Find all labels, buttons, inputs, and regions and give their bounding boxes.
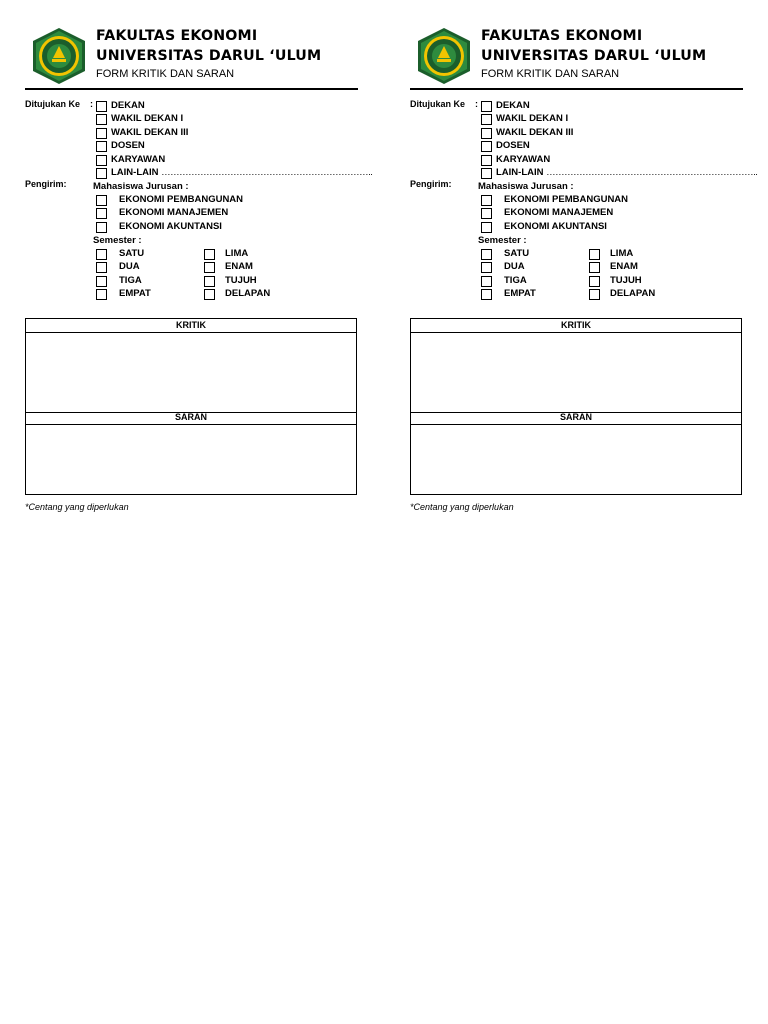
jurusan-label: Mahasiswa Jurusan : bbox=[478, 181, 574, 192]
semester-enam-checkbox[interactable] bbox=[204, 262, 215, 273]
jurusan-ekonomi-manajemen-label: EKONOMI MANAJEMEN bbox=[504, 207, 614, 219]
ditujukan-wakil-dekan-iii-label: WAKIL DEKAN III bbox=[496, 126, 574, 138]
semester-dua-label: DUA bbox=[504, 261, 525, 273]
semester-satu-label: SATU bbox=[119, 248, 145, 259]
kritik-header: KRITIK bbox=[26, 319, 356, 333]
jurusan-ekonomi-manajemen-checkbox[interactable] bbox=[96, 208, 107, 219]
semester-tujuh-label: TUJUH bbox=[610, 274, 642, 286]
pengirim-label: Pengirim: bbox=[410, 179, 452, 189]
semester-tujuh-checkbox[interactable] bbox=[204, 276, 215, 287]
semester-tiga-checkbox[interactable] bbox=[481, 276, 492, 287]
semester-enam-label: ENAM bbox=[610, 261, 638, 273]
jurusan-ekonomi-akuntansi-label: EKONOMI AKUNTANSI bbox=[119, 220, 222, 232]
jurusan-ekonomi-akuntansi-checkbox[interactable] bbox=[481, 222, 492, 233]
footnote: *Centang yang diperlukan bbox=[25, 502, 129, 512]
jurusan-ekonomi-akuntansi-checkbox[interactable] bbox=[96, 222, 107, 233]
form-logo bbox=[415, 27, 473, 85]
semester-lima-checkbox[interactable] bbox=[589, 249, 600, 260]
jurusan-ekonomi-pembangunan-label: EKONOMI PEMBANGUNAN bbox=[504, 194, 629, 205]
saran-box[interactable] bbox=[25, 411, 357, 495]
semester-satu-checkbox[interactable] bbox=[96, 249, 107, 260]
semester-delapan-label: DELAPAN bbox=[610, 288, 656, 300]
ditujukan-colon: : bbox=[90, 99, 93, 109]
semester-satu-label: SATU bbox=[504, 248, 530, 259]
semester-tiga-label: TIGA bbox=[119, 274, 142, 286]
ditujukan-label: Ditujukan Ke bbox=[410, 99, 466, 109]
kritik-header: KRITIK bbox=[411, 319, 741, 333]
faculty-title: FAKULTAS EKONOMI bbox=[481, 28, 643, 44]
ditujukan-wakil-dekan-i-label: WAKIL DEKAN I bbox=[496, 113, 569, 125]
jurusan-ekonomi-manajemen-label: EKONOMI MANAJEMEN bbox=[119, 207, 229, 219]
saran-header: SARAN bbox=[26, 411, 356, 425]
ditujukan-wakil-dekan-iii-label: WAKIL DEKAN III bbox=[111, 126, 189, 138]
jurusan-ekonomi-manajemen-checkbox[interactable] bbox=[481, 208, 492, 219]
semester-dua-label: DUA bbox=[119, 261, 140, 273]
ditujukan-dosen-label: DOSEN bbox=[496, 140, 530, 152]
semester-empat-checkbox[interactable] bbox=[96, 289, 107, 300]
pengirim-label: Pengirim: bbox=[25, 179, 67, 189]
semester-enam-checkbox[interactable] bbox=[589, 262, 600, 273]
semester-label: Semester : bbox=[93, 235, 142, 246]
semester-tiga-checkbox[interactable] bbox=[96, 276, 107, 287]
faculty-title: FAKULTAS EKONOMI bbox=[96, 28, 258, 44]
semester-delapan-checkbox[interactable] bbox=[204, 289, 215, 300]
saran-header: SARAN bbox=[411, 411, 741, 425]
ditujukan-wakil-dekan-i-checkbox[interactable] bbox=[96, 114, 107, 125]
ditujukan-wakil-dekan-iii-checkbox[interactable] bbox=[481, 128, 492, 139]
header-divider bbox=[410, 88, 743, 90]
form-right bbox=[408, 0, 758, 520]
form-logo bbox=[30, 27, 88, 85]
jurusan-ekonomi-pembangunan-checkbox[interactable] bbox=[96, 195, 107, 206]
ditujukan-wakil-dekan-i-label: WAKIL DEKAN I bbox=[111, 113, 184, 125]
jurusan-ekonomi-pembangunan-checkbox[interactable] bbox=[481, 195, 492, 206]
ditujukan-karyawan-label: KARYAWAN bbox=[111, 153, 166, 165]
saran-box[interactable] bbox=[410, 411, 742, 495]
jurusan-ekonomi-akuntansi-label: EKONOMI AKUNTANSI bbox=[504, 220, 607, 232]
ditujukan-lain-lain-checkbox[interactable] bbox=[96, 168, 107, 179]
semester-dua-checkbox[interactable] bbox=[481, 262, 492, 273]
lain-lain-dotted-line: …………………………………………………………….. bbox=[161, 167, 373, 178]
semester-lima-label: LIMA bbox=[610, 248, 634, 259]
ditujukan-lain-lain-label: LAIN-LAIN …………………………………………………………….. bbox=[111, 167, 373, 178]
ditujukan-karyawan-checkbox[interactable] bbox=[96, 155, 107, 166]
jurusan-ekonomi-pembangunan-label: EKONOMI PEMBANGUNAN bbox=[119, 194, 244, 205]
ditujukan-karyawan-checkbox[interactable] bbox=[481, 155, 492, 166]
semester-tiga-label: TIGA bbox=[504, 274, 527, 286]
semester-tujuh-label: TUJUH bbox=[225, 274, 257, 286]
ditujukan-label: Ditujukan Ke bbox=[25, 99, 81, 109]
semester-dua-checkbox[interactable] bbox=[96, 262, 107, 273]
university-title: UNIVERSITAS DARUL ‘ULUM bbox=[96, 48, 322, 64]
ditujukan-karyawan-label: KARYAWAN bbox=[496, 153, 551, 165]
semester-enam-label: ENAM bbox=[225, 261, 253, 273]
semester-lima-label: LIMA bbox=[225, 248, 249, 259]
semester-empat-label: EMPAT bbox=[119, 288, 151, 300]
ditujukan-wakil-dekan-iii-checkbox[interactable] bbox=[96, 128, 107, 139]
ditujukan-dekan-label: DEKAN bbox=[496, 100, 530, 111]
ditujukan-wakil-dekan-i-checkbox[interactable] bbox=[481, 114, 492, 125]
ditujukan-dosen-checkbox[interactable] bbox=[96, 141, 107, 152]
form-left bbox=[23, 0, 373, 520]
university-title: UNIVERSITAS DARUL ‘ULUM bbox=[481, 48, 707, 64]
ditujukan-colon: : bbox=[475, 99, 478, 109]
semester-lima-checkbox[interactable] bbox=[204, 249, 215, 260]
ditujukan-dekan-label: DEKAN bbox=[111, 100, 145, 111]
ditujukan-dosen-label: DOSEN bbox=[111, 140, 145, 152]
header-divider bbox=[25, 88, 358, 90]
form-subtitle: FORM KRITIK DAN SARAN bbox=[481, 68, 620, 80]
semester-label: Semester : bbox=[478, 235, 527, 246]
footnote: *Centang yang diperlukan bbox=[410, 502, 514, 512]
semester-satu-checkbox[interactable] bbox=[481, 249, 492, 260]
semester-delapan-label: DELAPAN bbox=[225, 288, 271, 300]
semester-empat-label: EMPAT bbox=[504, 288, 536, 300]
jurusan-label: Mahasiswa Jurusan : bbox=[93, 181, 189, 192]
kritik-box[interactable] bbox=[25, 318, 357, 413]
semester-empat-checkbox[interactable] bbox=[481, 289, 492, 300]
lain-lain-dotted-line: …………………………………………………………….. bbox=[546, 167, 758, 178]
ditujukan-dekan-checkbox[interactable] bbox=[96, 101, 107, 112]
ditujukan-dekan-checkbox[interactable] bbox=[481, 101, 492, 112]
semester-delapan-checkbox[interactable] bbox=[589, 289, 600, 300]
ditujukan-lain-lain-checkbox[interactable] bbox=[481, 168, 492, 179]
ditujukan-dosen-checkbox[interactable] bbox=[481, 141, 492, 152]
kritik-box[interactable] bbox=[410, 318, 742, 413]
ditujukan-lain-lain-label: LAIN-LAIN …………………………………………………………….. bbox=[496, 167, 758, 178]
semester-tujuh-checkbox[interactable] bbox=[589, 276, 600, 287]
form-subtitle: FORM KRITIK DAN SARAN bbox=[96, 68, 235, 80]
